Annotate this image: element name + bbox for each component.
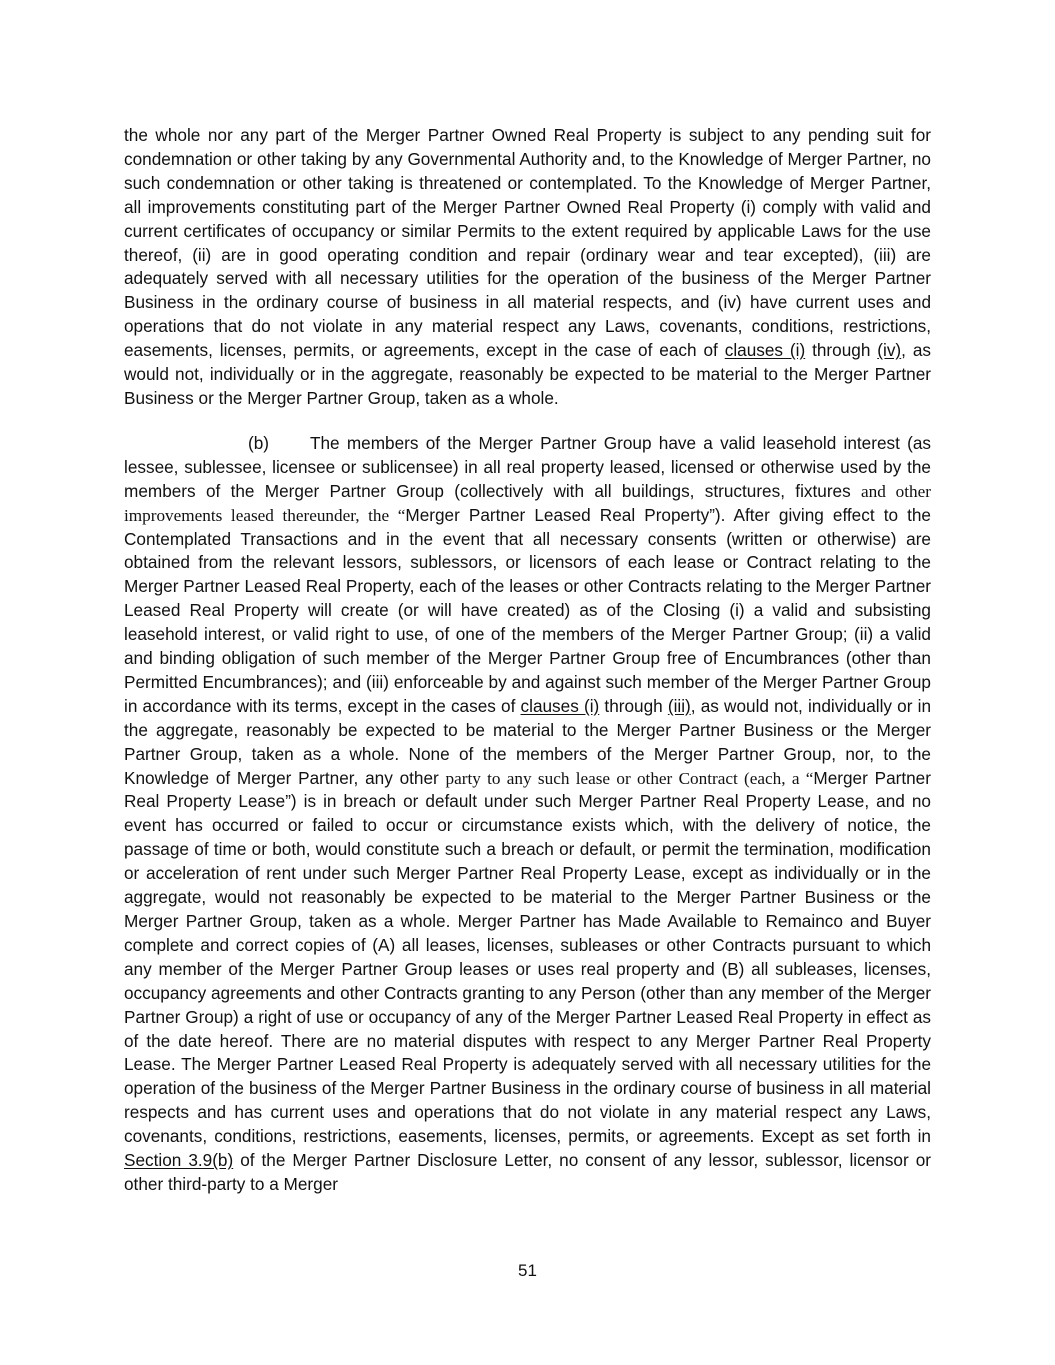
cross-reference-clause-i-b: clauses (i)	[520, 695, 600, 716]
paragraph-a-text-3: , as would not, individually or in the aggregate, reasonably be expected to be material to the Merger Partner Business or the Merger Partner Group, taken as a whole.	[124, 340, 931, 408]
paragraph-b-label: (b)	[248, 432, 270, 453]
cross-reference-clause-iii: (iii)	[667, 695, 691, 716]
paragraph-b-text-6: of the Merger Partner Disclosure Letter, no consent of any lessor, sublessor, licensor or other third-party to a Merger	[124, 1150, 931, 1194]
paragraph-a-text-2: through	[805, 340, 878, 361]
paragraph-b	[124, 432, 931, 1197]
paragraph-b-text-4: , as would not, individually or in the aggregate, reasonably be expected to be material to the Merger Partner Business or the Merger Partner Group, taken as a whole. None of the members of the Merger Partner Group, nor, to the Knowledge of Merger Partner, any other	[124, 695, 932, 788]
paragraph-a-continuation	[124, 124, 931, 411]
paragraph-b-text-1: The members of the Merger Partner Group have a valid leasehold interest (as lessee, sublessee, licensee or sublicensee) in all real property leased, licensed or otherwise used by the members of the Merger Partner Group (collectively with all buildings, structures, fixtures	[124, 432, 931, 501]
cross-reference-clause-iv: (iv)	[877, 340, 902, 361]
page-number: 51	[518, 1261, 537, 1280]
paragraph-a-text-1: the whole nor any part of the Merger Partner Owned Real Property is subject to any pending suit for condemnation or other taking by any Governmental Authority and, to the Knowledge of Merger Partner, no such condemnation or other taking is threatened or contemplated. To the Knowledge of Merger Partner, all improvements constituting part of the Merger Partner Owned Real Property (i) comply with valid and current certificates of occupancy or similar Permits to the extent required by applicable Laws for the use thereof, (ii) are in good operating condition and repair (ordinary wear and tear excepted), (iii) are adequately served with all necessary utilities for the operation of the business of the Merger Partner Business in the ordinary course of business in all material respects, and (iv) have current uses and operations that do not violate in any material respect any Laws, covenants, conditions, restrictions, easements, licenses, permits, or agreements, except in the case of each of	[124, 125, 931, 361]
cross-reference-section-3-9-b: Section 3.9(b)	[124, 1150, 234, 1171]
cross-reference-clause-i: clauses (i)	[724, 340, 806, 361]
paragraph-b-text-3: through	[599, 695, 668, 716]
paragraph-b-text-2: ”). After giving effect to the Contemplated Transactions and in the event that all necessary consents (written or otherwise) are obtained from the relevant lessors, sublessors, or licensors of each lease or Contract relating to the Merger Partner Leased Real Property, each of the leases or other Contracts relating to the Merger Partner Leased Real Property will create (or will have created) as of the Closing (i) a valid and subsisting leasehold interest, or valid right to use, of one of the members of the Merger Partner Group; (ii) a valid and binding obligation of such member of the Merger Partner Group free of Encumbrances (other than Permitted Encumbrances); and (iii) enforceable by and against such member of the Merger Partner Group in accordance with its terms, except in the cases of	[124, 504, 931, 716]
paragraph-b-serif-text-1: and other improvements leased thereunder, the “	[124, 481, 931, 525]
defined-term-real-property-lease: Merger Partner Real Property Lease	[124, 767, 931, 812]
paragraph-b-serif-text-2: party to any such lease or other Contract (each, a “	[445, 768, 814, 788]
defined-term-leased-real-property: Merger Partner Leased Real Property	[405, 504, 710, 525]
document-body	[124, 124, 931, 1197]
paragraph-b-text-5: ”) is in breach or default under such Merger Partner Real Property Lease, and no event has occurred or failed to occur or circumstance exists which, with the delivery of notice, the passage of time or both, would constitute such a breach or default, or permit the termination, modification or acceleration of rent under such Merger Partner Real Property Lease, except as individually or in the aggregate, would not reasonably be expected to be material to the Merger Partner Business or the Merger Partner Group, taken as a whole. Merger Partner has Made Available to Remainco and Buyer complete and correct copies of (A) all leases, licenses, subleases or other Contracts pursuant to which any member of the Merger Partner Group leases or uses real property and (B) all subleases, licenses, occupancy agreements and other Contracts granting to any Person (other than any member of the Merger Partner Group) a right of use or occupancy of any of the Merger Partner Leased Real Property in effect as of the date hereof. There are no material disputes with respect to any Merger Partner Real Property Lease. The Merger Partner Leased Real Property is adequately served with all necessary utilities for the operation of the business of the Merger Partner Business in the ordinary course of business in all material respects and has current uses and operations that do not violate in any material respect any Laws, covenants, conditions, restrictions, easements, licenses, permits, or agreements. Except as set forth in	[124, 791, 931, 1147]
